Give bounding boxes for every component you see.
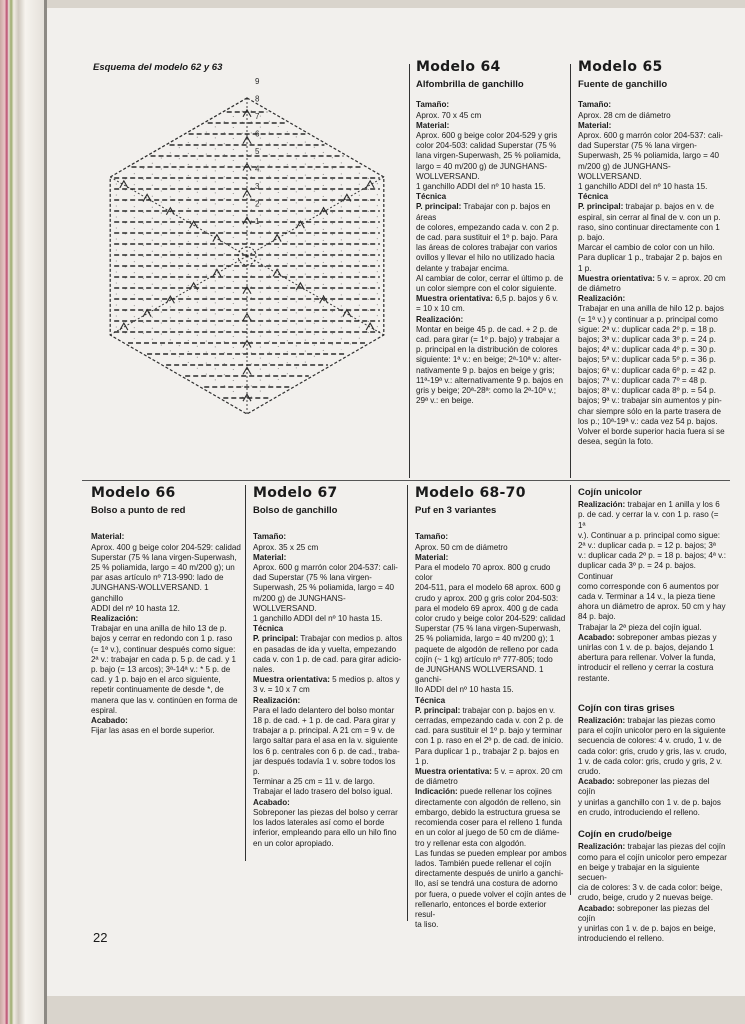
text-line: Técnica bbox=[578, 192, 609, 202]
text-line: Técnica bbox=[416, 192, 447, 202]
text-line: cada v. con 1 p. de cad. para girar adicio- bbox=[253, 654, 402, 664]
text-line: v.: duplicar cada 2º p. = 18 p. bajos; 4ª v.: bbox=[578, 551, 727, 561]
text-line: Realización: trabajar en 1 anilla y los 6 bbox=[578, 500, 720, 510]
text-line: Realización: trabajar las piezas del cojín bbox=[578, 842, 726, 852]
text-line: bajos; 6ª v.: duplicar cada 6º p. = 42 p. bbox=[578, 365, 716, 375]
text-line: bajos; 3ª v.: duplicar cada 3º p. = 24 p. bbox=[578, 335, 716, 345]
text-line: (= 1ª v.) y continuar a p. principal como bbox=[578, 314, 718, 324]
text-line: espiral, sin cerrar al final de v. con un p. bbox=[578, 212, 721, 222]
text-line: restante. bbox=[578, 673, 610, 683]
text-line: gris y beige; 20ª-28ª: como la 2ª-10ª v.; bbox=[416, 386, 557, 396]
text-line: Terminar a 25 cm = 11 v. de largo. bbox=[253, 777, 375, 787]
round-number: 4 bbox=[255, 164, 260, 174]
modelo-64-column bbox=[416, 59, 566, 407]
modelo-66-text bbox=[91, 532, 241, 736]
text-line: Aprox. 70 x 45 cm bbox=[416, 110, 482, 120]
text-line: de JUNGHANS WOLLVERSAND. 1 ganchi- bbox=[415, 665, 544, 685]
text-line: Muestra orientativa: 5 v. = aprox. 20 cm bbox=[415, 767, 563, 777]
text-line: en un color apropiado. bbox=[253, 838, 334, 848]
increase-stitch-v bbox=[213, 269, 221, 276]
text-line: como para el cojín unicolor pero empezar bbox=[578, 852, 727, 862]
text-line: Las fundas se pueden emplear por ambos bbox=[415, 848, 567, 858]
modelo-68-70-text bbox=[415, 532, 567, 930]
modelo-65-column bbox=[578, 59, 728, 447]
text-line: Realización: bbox=[253, 695, 301, 705]
text-line: repetir continuamente de desde *, de bbox=[91, 685, 224, 695]
modelo-65-subtitle: Fuente de ganchillo bbox=[578, 79, 668, 91]
text-line: cia de colores: 3 v. de cada color: beige, bbox=[578, 883, 723, 893]
text-line: v.). Continuar a p. principal como sigue: bbox=[578, 530, 721, 540]
text-line: largo saltar para el asa en la v. siguiente bbox=[253, 736, 398, 746]
text-line: bajos; 9ª v.: trabajar sin aumentos y pin- bbox=[578, 396, 722, 406]
text-line: nativamente 9 p. bajos en beige y gris; bbox=[416, 365, 555, 375]
text-line: abertura para rellenar. Volver la funda, bbox=[578, 653, 716, 663]
modelo-68-70-column bbox=[415, 485, 567, 930]
text-line: Material: bbox=[415, 552, 449, 562]
modelo-65-text bbox=[578, 100, 728, 447]
modelo-67-subtitle: Bolso de ganchillo bbox=[253, 505, 338, 517]
text-line: m/200 g) de JUNGHANS- WOLLVERSAND. bbox=[253, 593, 346, 613]
text-line: P. principal: trabajar con p. bajos en v. bbox=[415, 705, 556, 715]
increase-stitch-v bbox=[273, 269, 281, 276]
text-line: sigue: 2ª v.: duplicar cada 2º p. = 18 p. bbox=[578, 324, 716, 334]
text-line: Para duplicar 1 p., trabajar 2 p. bajos en bbox=[415, 746, 559, 756]
text-line: ta liso. bbox=[415, 920, 439, 930]
text-line: para el modelo 69 aprox. 400 g de cada bbox=[415, 603, 559, 613]
text-line: P. principal: Trabajar con medios p. altos bbox=[253, 634, 403, 644]
text-line: Fijar las asas en el borde superior. bbox=[91, 726, 215, 736]
column-divider bbox=[245, 485, 246, 861]
text-line: en pasadas de ida y vuelta, empezando bbox=[253, 644, 397, 654]
text-line: bajos; 5ª v.: duplicar cada 5º p. = 36 p. bbox=[578, 355, 716, 365]
text-line: delante y trabajar encima. bbox=[416, 263, 510, 273]
text-line: Aprox. 50 cm de diámetro bbox=[415, 542, 508, 552]
text-line: directamente con algodón de relleno, sin bbox=[415, 797, 561, 807]
text-line: bajos y cerrar en redondo con 1 p. raso bbox=[91, 634, 233, 644]
text-line: cojín (~ 1 kg) artículo nº 777-805; todo bbox=[415, 654, 553, 664]
text-line: Trabajar en una anilla de hilo 13 de p. bbox=[91, 624, 227, 634]
text-line: introducir el relleno y cerrar la costura bbox=[578, 663, 714, 673]
text-line: como corresponde con 6 aumentos por bbox=[578, 581, 719, 591]
text-line: Para el lado delantero del bolso montar bbox=[253, 705, 395, 715]
text-line: P. principal: trabajar p. bajos en v. de bbox=[578, 202, 715, 212]
modelo-67-column bbox=[253, 485, 403, 849]
text-line: siguiente: 1ª v.: en beige; 2ª-10ª v.: alter- bbox=[416, 355, 562, 365]
text-line: llo ADDI del nº 10 hasta 15. bbox=[415, 685, 514, 695]
text-line: 11ª-19ª v.: alternativamente 9 p. bajos en bbox=[416, 375, 563, 385]
text-line: par asas artículo nº 713-990: lado de bbox=[91, 573, 224, 583]
cojin-tiras-heading: Cojín con tiras grises bbox=[578, 702, 675, 714]
modelo-66-column bbox=[91, 485, 241, 736]
cojin-unicolor-heading: Cojín unicolor bbox=[578, 487, 642, 498]
text-line: Muestra orientativa: 5 medios p. altos y bbox=[253, 675, 400, 685]
text-line: Técnica bbox=[253, 624, 284, 634]
round-number: 2 bbox=[255, 199, 260, 209]
round-number: 7 bbox=[255, 112, 260, 121]
column-divider bbox=[409, 64, 410, 478]
text-line: y unirlas a ganchillo con 1 v. de p. bajos bbox=[578, 797, 721, 807]
text-line: de diámetro bbox=[415, 777, 458, 787]
text-line: cad. para girar (= 1º p. bajo) y trabajar a bbox=[416, 335, 560, 345]
text-line: Trabajar el lado trasero del bolso igual. bbox=[253, 787, 393, 797]
text-line: 84 p. bajo. bbox=[578, 612, 616, 622]
text-line: Muestra orientativa: 6,5 p. bajos y 6 v. bbox=[416, 294, 559, 304]
text-line: y unirlas con 1 v. de p. bajos en beige, bbox=[578, 923, 716, 933]
round-number: 1 bbox=[255, 217, 260, 226]
text-line: desea, según la foto. bbox=[578, 437, 654, 447]
text-line: Realización: bbox=[578, 294, 626, 304]
text-line: Indicación: puede rellenar los cojines bbox=[415, 787, 552, 797]
text-line: dad Superstar (75 % lana virgen- bbox=[578, 141, 697, 151]
text-line: p. bajo. bbox=[578, 233, 605, 243]
cojines-column bbox=[578, 488, 728, 944]
modelo-64-heading: Modelo 64 bbox=[416, 59, 501, 75]
text-line: cada v. Terminar a 14 v., la pieza tiene bbox=[578, 592, 716, 602]
text-line: ADDI del nº 10 hasta 12. bbox=[91, 603, 180, 613]
modelo-66-subtitle: Bolso a punto de red bbox=[91, 505, 186, 517]
text-line: P. principal: Trabajar con p. bajos en áreas bbox=[416, 202, 551, 222]
text-line: de colores, empezando cada v. con 2 p. bbox=[416, 222, 559, 232]
text-line: Tamaño: bbox=[253, 532, 287, 542]
crochet-chart-hexagon bbox=[92, 78, 402, 428]
text-line: Aprox. 35 x 25 cm bbox=[253, 542, 319, 552]
cojin-unicolor-text bbox=[578, 500, 728, 684]
text-line: Aprox. 400 g beige color 204-529: calidad bbox=[91, 542, 241, 552]
text-line: espiral. bbox=[91, 705, 118, 715]
text-line: Trabajar en una anilla de hilo 12 p. bajos bbox=[578, 304, 724, 314]
text-line: bajos; 8ª v.: duplicar cada 8º p. = 54 p. bbox=[578, 386, 716, 396]
increase-stitch-v bbox=[366, 181, 374, 188]
text-line: 204-511, para el modelo 68 aprox. 600 g bbox=[415, 583, 561, 593]
text-line: Tamaño: bbox=[416, 100, 450, 110]
column-divider bbox=[570, 64, 571, 478]
text-line: Material: bbox=[416, 120, 450, 130]
text-line: en beige y trabajar en la siguiente secuen- bbox=[578, 862, 700, 882]
increase-stitch-v bbox=[243, 340, 251, 347]
text-line: color crudo y beige color 204-529: calidad bbox=[415, 614, 566, 624]
increase-stitch-v bbox=[243, 190, 251, 197]
text-line: 2ª v.: trabajar en cada p. 5 p. de cad. y 1 bbox=[91, 654, 237, 664]
increase-line bbox=[110, 256, 247, 335]
modelo-65-heading: Modelo 65 bbox=[578, 59, 663, 75]
text-line: cada color: gris, crudo y gris, las v. crudo, bbox=[578, 746, 727, 756]
text-line: cad. y 1 p. bajo en el arco siguiente, bbox=[91, 675, 221, 685]
text-line: embargo, debido la estructura gruesa se bbox=[415, 807, 561, 817]
text-line: en crudo, introduciendo el relleno. bbox=[578, 807, 700, 817]
text-line: cad. para sustituir el 1º p. bajo y terminar bbox=[415, 726, 562, 736]
text-line: Para duplicar 1 p., trabajar 2 p. bajos en bbox=[578, 253, 722, 263]
text-line: Acabado: sobreponer ambas piezas y bbox=[578, 632, 717, 642]
text-line: 2ª v.: duplicar cada p. = 12 p. bajos; 3ª bbox=[578, 541, 716, 551]
text-line: Tamaño: bbox=[415, 532, 449, 542]
text-line: las áreas de colores trabajar con varios bbox=[416, 243, 558, 253]
text-line: recomienda coser para el relleno 1 funda bbox=[415, 818, 563, 828]
section-divider bbox=[82, 480, 730, 481]
text-line: tro y rellenar esta con algodón. bbox=[415, 838, 527, 848]
text-line: dad Superstar (75 % lana virgen- bbox=[253, 573, 372, 583]
text-line: Realización: trabajar las piezas como bbox=[578, 716, 716, 726]
increase-stitch-v bbox=[273, 235, 281, 242]
text-line: p. bajo (= 13 arcos); 3ª-14ª v.: * 5 p. de bbox=[91, 665, 231, 675]
text-line: Acabado: sobreponer las piezas del cojín bbox=[578, 777, 710, 797]
text-line: Acabado: sobreponer las piezas del cojín bbox=[578, 903, 710, 923]
text-line: Acabado: bbox=[253, 797, 290, 807]
text-line: Trabajar la 2ª pieza del cojín igual. bbox=[578, 622, 702, 632]
text-line: crudo y aprox. 200 g gris color 204-503: bbox=[415, 593, 559, 603]
text-line: ovillos y llevar el hilo no utilizado hacia bbox=[416, 253, 555, 263]
modelo-66-heading: Modelo 66 bbox=[91, 485, 176, 501]
text-line: Realización: bbox=[91, 614, 139, 624]
text-line: Material: bbox=[91, 532, 125, 542]
text-line: Volver el borde superior hacia fuera si se bbox=[578, 426, 725, 436]
text-line: bajos; 7ª v.: duplicar cada 7º = 48 p. bbox=[578, 375, 707, 385]
text-line: Tamaño: bbox=[578, 100, 612, 110]
text-line: Sobreponer las piezas del bolso y cerrar bbox=[253, 807, 398, 817]
text-line: Montar en beige 45 p. de cad. + 2 p. de bbox=[416, 324, 558, 334]
text-line: 1 ganchillo ADDI del nº 10 hasta 15. bbox=[253, 614, 383, 624]
text-line: duplicar cada 3º p. = 24 p. bajos. Continuar bbox=[578, 561, 696, 581]
text-line: Aprox. 600 g marrón color 204-537: cali- bbox=[578, 131, 723, 141]
text-line: Marcar el cambio de color con un hilo. bbox=[578, 243, 715, 253]
text-line: crudo. bbox=[578, 767, 601, 777]
text-line: lados. También puede rellenar el cojín bbox=[415, 858, 552, 868]
text-line: nales. bbox=[253, 665, 275, 675]
text-line: Superstar (75 % lana virgen-Superwash, bbox=[91, 552, 237, 562]
text-line: JUNGHANS-WOLLVERSAND. 1 ganchillo bbox=[91, 583, 209, 603]
text-line: Material: bbox=[253, 552, 287, 562]
text-line: char siempre sólo en la parte trasera de bbox=[578, 406, 722, 416]
text-line: Superstar (75 % lana virgen-Superwash, bbox=[415, 624, 561, 634]
modelo-68-70-subtitle: Puf en 3 variantes bbox=[415, 505, 497, 517]
text-line: Para el modelo 70 aprox. 800 g crudo color bbox=[415, 563, 551, 583]
text-line: 1 p. bbox=[415, 756, 429, 766]
text-line: rellenarlo, entonces el borde exterior resul- bbox=[415, 899, 547, 919]
text-line: m/200 g) de JUNGHANS- WOLLVERSAND. bbox=[578, 161, 671, 181]
modelo-64-subtitle: Alfombrilla de ganchillo bbox=[416, 79, 524, 91]
text-line: paquete de algodón de relleno por cada bbox=[415, 644, 559, 654]
text-line: con 1 p. raso en el 2º p. de cad. de inicio. bbox=[415, 736, 564, 746]
modelo-64-text bbox=[416, 100, 566, 406]
text-line: 3 v. = 10 x 7 cm bbox=[253, 685, 310, 695]
round-number: 5 bbox=[255, 147, 260, 156]
modelo-67-text bbox=[253, 532, 403, 848]
text-line: Muestra orientativa: 5 v. = aprox. 20 cm bbox=[578, 273, 726, 283]
round-number: 3 bbox=[255, 182, 260, 191]
modelo-68-70-heading: Modelo 68-70 bbox=[415, 485, 526, 501]
text-line: Superwash, 25 % poliamida, largo = 40 bbox=[578, 151, 720, 161]
text-line: en un color al juego de 50 cm de diáme- bbox=[415, 828, 560, 838]
increase-stitch-v bbox=[120, 181, 128, 188]
text-line: llo, así se tendrá una costura de adorno bbox=[415, 879, 558, 889]
text-line: trabajar a p. principal. A 21 cm = 9 v. de bbox=[253, 726, 395, 736]
text-line: Aprox. 28 cm de diámetro bbox=[578, 110, 671, 120]
text-line: Aprox. 600 g beige color 204-529 y gris bbox=[416, 131, 558, 141]
text-line: p. principal en la distribución de colores bbox=[416, 345, 558, 355]
column-divider bbox=[407, 485, 408, 921]
text-line: introduciendo el relleno. bbox=[578, 934, 664, 944]
text-line: Realización: bbox=[416, 314, 464, 324]
text-line: color 204-503: calidad Superstar (75 % bbox=[416, 141, 557, 151]
text-line: 29ª v.: en beige. bbox=[416, 396, 474, 406]
column-divider bbox=[570, 485, 571, 895]
text-line: largo = 40 m/200 g) de JUNGHANS- bbox=[416, 161, 548, 171]
text-line: bajos; 4ª v.: duplicar cada 4º p. = 30 p. bbox=[578, 345, 716, 355]
text-line: Superwash, 25 % poliamida, largo = 40 bbox=[253, 583, 395, 593]
text-line: un color siempre con el color siguiente. bbox=[416, 284, 557, 294]
text-line: jar después todavía 1 v. sobre todos los p. bbox=[253, 756, 396, 777]
magazine-spine bbox=[0, 0, 46, 1024]
text-line: de diámetro bbox=[578, 284, 621, 294]
text-line: de cad. para sustituir el 1º p. bajo. Para bbox=[416, 233, 558, 243]
text-line: los lados laterales así como el borde bbox=[253, 818, 385, 828]
round-number: 9 bbox=[255, 78, 260, 86]
text-line: (= 1ª v.), continuar después como sigue: bbox=[91, 644, 236, 654]
text-line: 1 ganchillo ADDI del nº 10 hasta 15. bbox=[416, 182, 546, 192]
text-line: unirlas con 1 v. de p. bajos, dejando 1 bbox=[578, 643, 714, 653]
diagram-title: Esquema del modelo 62 y 63 bbox=[93, 62, 223, 73]
text-line: manera que las v. continúen en forma de bbox=[91, 695, 238, 705]
round-number: 6 bbox=[255, 129, 260, 139]
text-line: los p.; 10ª-19ª v.: cada vez 54 p. bajos. bbox=[578, 416, 718, 426]
modelo-67-heading: Modelo 67 bbox=[253, 485, 338, 501]
text-line: para el cojín unicolor pero en la siguiente bbox=[578, 726, 726, 736]
text-line: 1 ganchillo ADDI del nº 10 hasta 15. bbox=[578, 182, 708, 192]
text-line: 25 % poliamida, largo = 40 m/200 g); 1 bbox=[415, 634, 555, 644]
text-line: inferior, empleando para ello un hilo fino bbox=[253, 828, 397, 838]
text-line: Técnica bbox=[415, 695, 446, 705]
text-line: Aprox. 600 g marrón color 204-537: cali- bbox=[253, 563, 398, 573]
text-line: p. de cad. y cerrar la v. con 1 p. raso (= 1ª bbox=[578, 510, 719, 530]
text-line: cerradas, empezando cada v. con 2 p. de bbox=[415, 716, 564, 726]
text-line: crudo, beige, crudo y 2 nuevas beige. bbox=[578, 893, 713, 903]
cojin-tiras-text bbox=[578, 716, 728, 818]
text-line: 1 p. bbox=[578, 263, 592, 273]
increase-line bbox=[247, 256, 384, 335]
text-line: Al cambiar de color, cerrar el último p. de bbox=[416, 273, 564, 283]
text-line: secuencia de colores: 4 v. crudo, 1 v. de bbox=[578, 736, 722, 746]
round-number: 8 bbox=[255, 94, 260, 104]
text-line: 25 % poliamida, largo = 40 m/200 g); un bbox=[91, 563, 235, 573]
text-line: raso, sino continuar directamente con 1 bbox=[578, 222, 720, 232]
text-line: Acabado: bbox=[91, 716, 128, 726]
text-line: ahora un diámetro de aprox. 50 cm y hay bbox=[578, 602, 726, 612]
increase-stitch-v bbox=[213, 235, 221, 242]
page-number: 22 bbox=[93, 930, 108, 945]
text-line: 1 v. de cada color: gris, crudo y gris, 2 v. bbox=[578, 756, 723, 766]
text-line: WOLLVERSAND. bbox=[416, 171, 480, 181]
text-line: directamente después de unirlo a ganchi- bbox=[415, 869, 564, 879]
cojin-crudo-heading: Cojín en crudo/beige bbox=[578, 829, 672, 841]
text-line: lana virgen-Superwash, 25 % poliamida, bbox=[416, 151, 561, 161]
text-line: Material: bbox=[578, 120, 612, 130]
text-line: 18 p. de cad. + 1 p. de cad. Para girar y bbox=[253, 716, 396, 726]
text-line: los 6 p. centrales con 6 p. de cad., traba- bbox=[253, 746, 400, 756]
text-line: por fuera, o puede volver el cojín antes de bbox=[415, 889, 567, 899]
cojin-crudo-text bbox=[578, 842, 728, 944]
text-line: = 10 x 10 cm. bbox=[416, 304, 465, 314]
